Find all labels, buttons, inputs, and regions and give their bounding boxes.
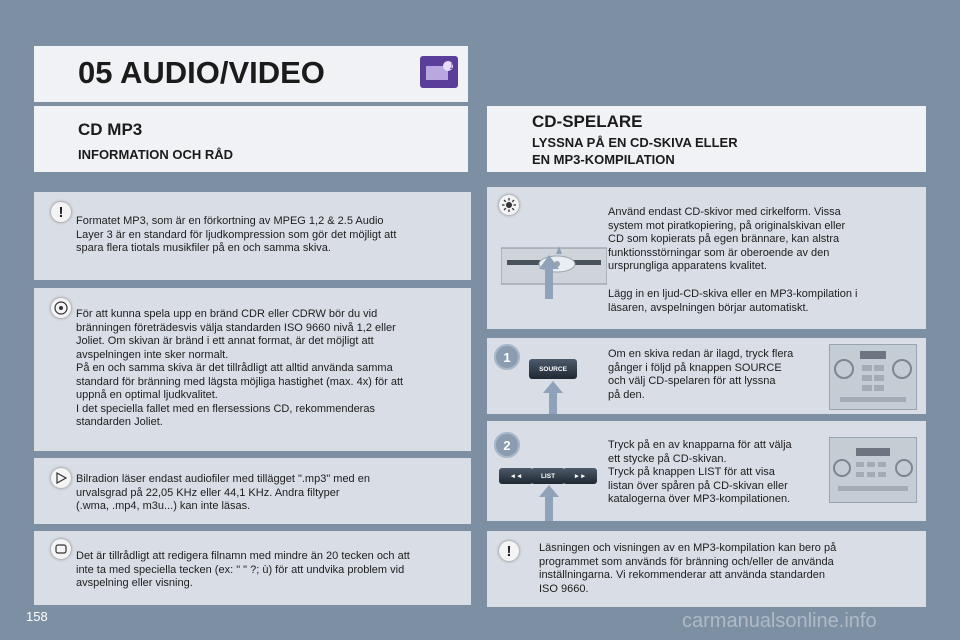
step-2-panel (487, 421, 926, 521)
cd-mp3-title: CD MP3 (78, 120, 143, 139)
source-button[interactable]: SOURCE (529, 359, 577, 379)
watermark: carmanualsonline.info (682, 610, 877, 632)
file-extension-note (34, 458, 471, 524)
compilation-warning-text: Läsningen och visningen av en MP3-kompilation kan bero på programmet som används för bränning och/eller de använda inställningarna. Vi rekommenderar att använda standarden ISO 9660. (539, 542, 837, 595)
radio-panel-illustration (829, 344, 917, 410)
play-icon (51, 468, 71, 488)
insert-disc-text: Lägg in en ljud-CD-skiva eller en MP3-kompilation i läsaren, avspelningen börjar automatiskt. (608, 288, 858, 314)
cd-player-title: CD-SPELARE (532, 112, 643, 131)
tip-icon (499, 195, 519, 215)
listen-subtitle: LYSSNA PÅ EN CD-SKIVA ELLER EN MP3-KOMPILATION (532, 135, 738, 167)
filename-note (34, 531, 471, 605)
audio-video-icon (420, 56, 458, 88)
next-track-button[interactable]: ►► (563, 468, 597, 484)
list-button[interactable]: LIST (531, 468, 565, 484)
cd-shape-text: Använd endast CD-skivor med cirkelform. Vissa system mot piratkopiering, på originalskivan eller CD som kopierats på egen brännare, kan alstra funktionsstörningar som är oberoende av den ursprungliga apparatens kvalitet. (608, 206, 846, 272)
note-icon (51, 539, 71, 559)
mp3-format-note (34, 192, 471, 280)
info-subtitle: INFORMATION OCH RÅD (78, 147, 234, 162)
burn-standard-note (34, 288, 471, 451)
warning-icon: ! (499, 541, 519, 561)
radio-front-illustration (829, 437, 917, 503)
cd-intro-panel (487, 187, 926, 329)
step-1-text: Om en skiva redan är ilagd, tryck flera gånger i följd på knappen SOURCE och välj CD-spelaren för att lyssna på den. (608, 348, 794, 401)
step-2-number: 2 (494, 432, 520, 458)
burn-standard-text: För att kunna spela upp en bränd CDR eller CDRW bör du vid bränningen företrädesvis välja standarden ISO 9660 nivå 1,2 eller Joliet. Om skivan är bränd i ett annat format, är det möjligt att avspelningen inte sker normalt. På en och samma skiva är det tillrådligt att alltid använda samma standard för bränning med lägsta möjliga hastighet (max. 4x) för att uppnå en optimal ljudkvalitet. I det speciella fallet med en flersessions CD, rekommenderas standarden Joliet. (76, 308, 404, 428)
svg-text:♪: ♪ (449, 62, 455, 71)
press-arrow-icon (543, 381, 563, 414)
insert-arrow-icon (539, 255, 559, 299)
step-1-panel (487, 338, 926, 414)
mp3-format-text: Formatet MP3, som är en förkortning av MPEG 1,2 & 2.5 Audio Layer 3 är en standard för ljudkompression som gör det möjligt att spara flera tiotals musikfiler på en och samma skiva. (76, 215, 397, 254)
list-arrow-icon (539, 485, 559, 521)
compilation-warning (487, 531, 926, 607)
file-extension-text: Bilradion läser endast audiofiler med tillägget ".mp3" med en urvalsgrad på 22,05 KHz eller 44,1 KHz. Andra filtyper (.wma, .mp4, m3u...) kan inte läsas. (76, 473, 370, 512)
previous-track-button[interactable]: ◄◄ (499, 468, 533, 484)
filename-text: Det är tillrådligt att redigera filnamn med mindre än 20 tecken och att inte ta med speciella tecken (ex: " " ?; ù) för att undvika problem vid avspelning eller visning. (76, 550, 410, 589)
disc-icon (51, 298, 71, 318)
warning-icon: ! (51, 202, 71, 222)
page-number: 158 (26, 609, 48, 624)
step-1-number: 1 (494, 344, 520, 370)
page-title: 05 AUDIO/VIDEO (78, 55, 325, 90)
step-2-text: Tryck på en av knapparna för att välja ett stycke på CD-skivan. Tryck på knappen LIST för att visa listan över spåren på CD-skivan eller katalogerna över MP3-kompilationen. (608, 439, 792, 505)
